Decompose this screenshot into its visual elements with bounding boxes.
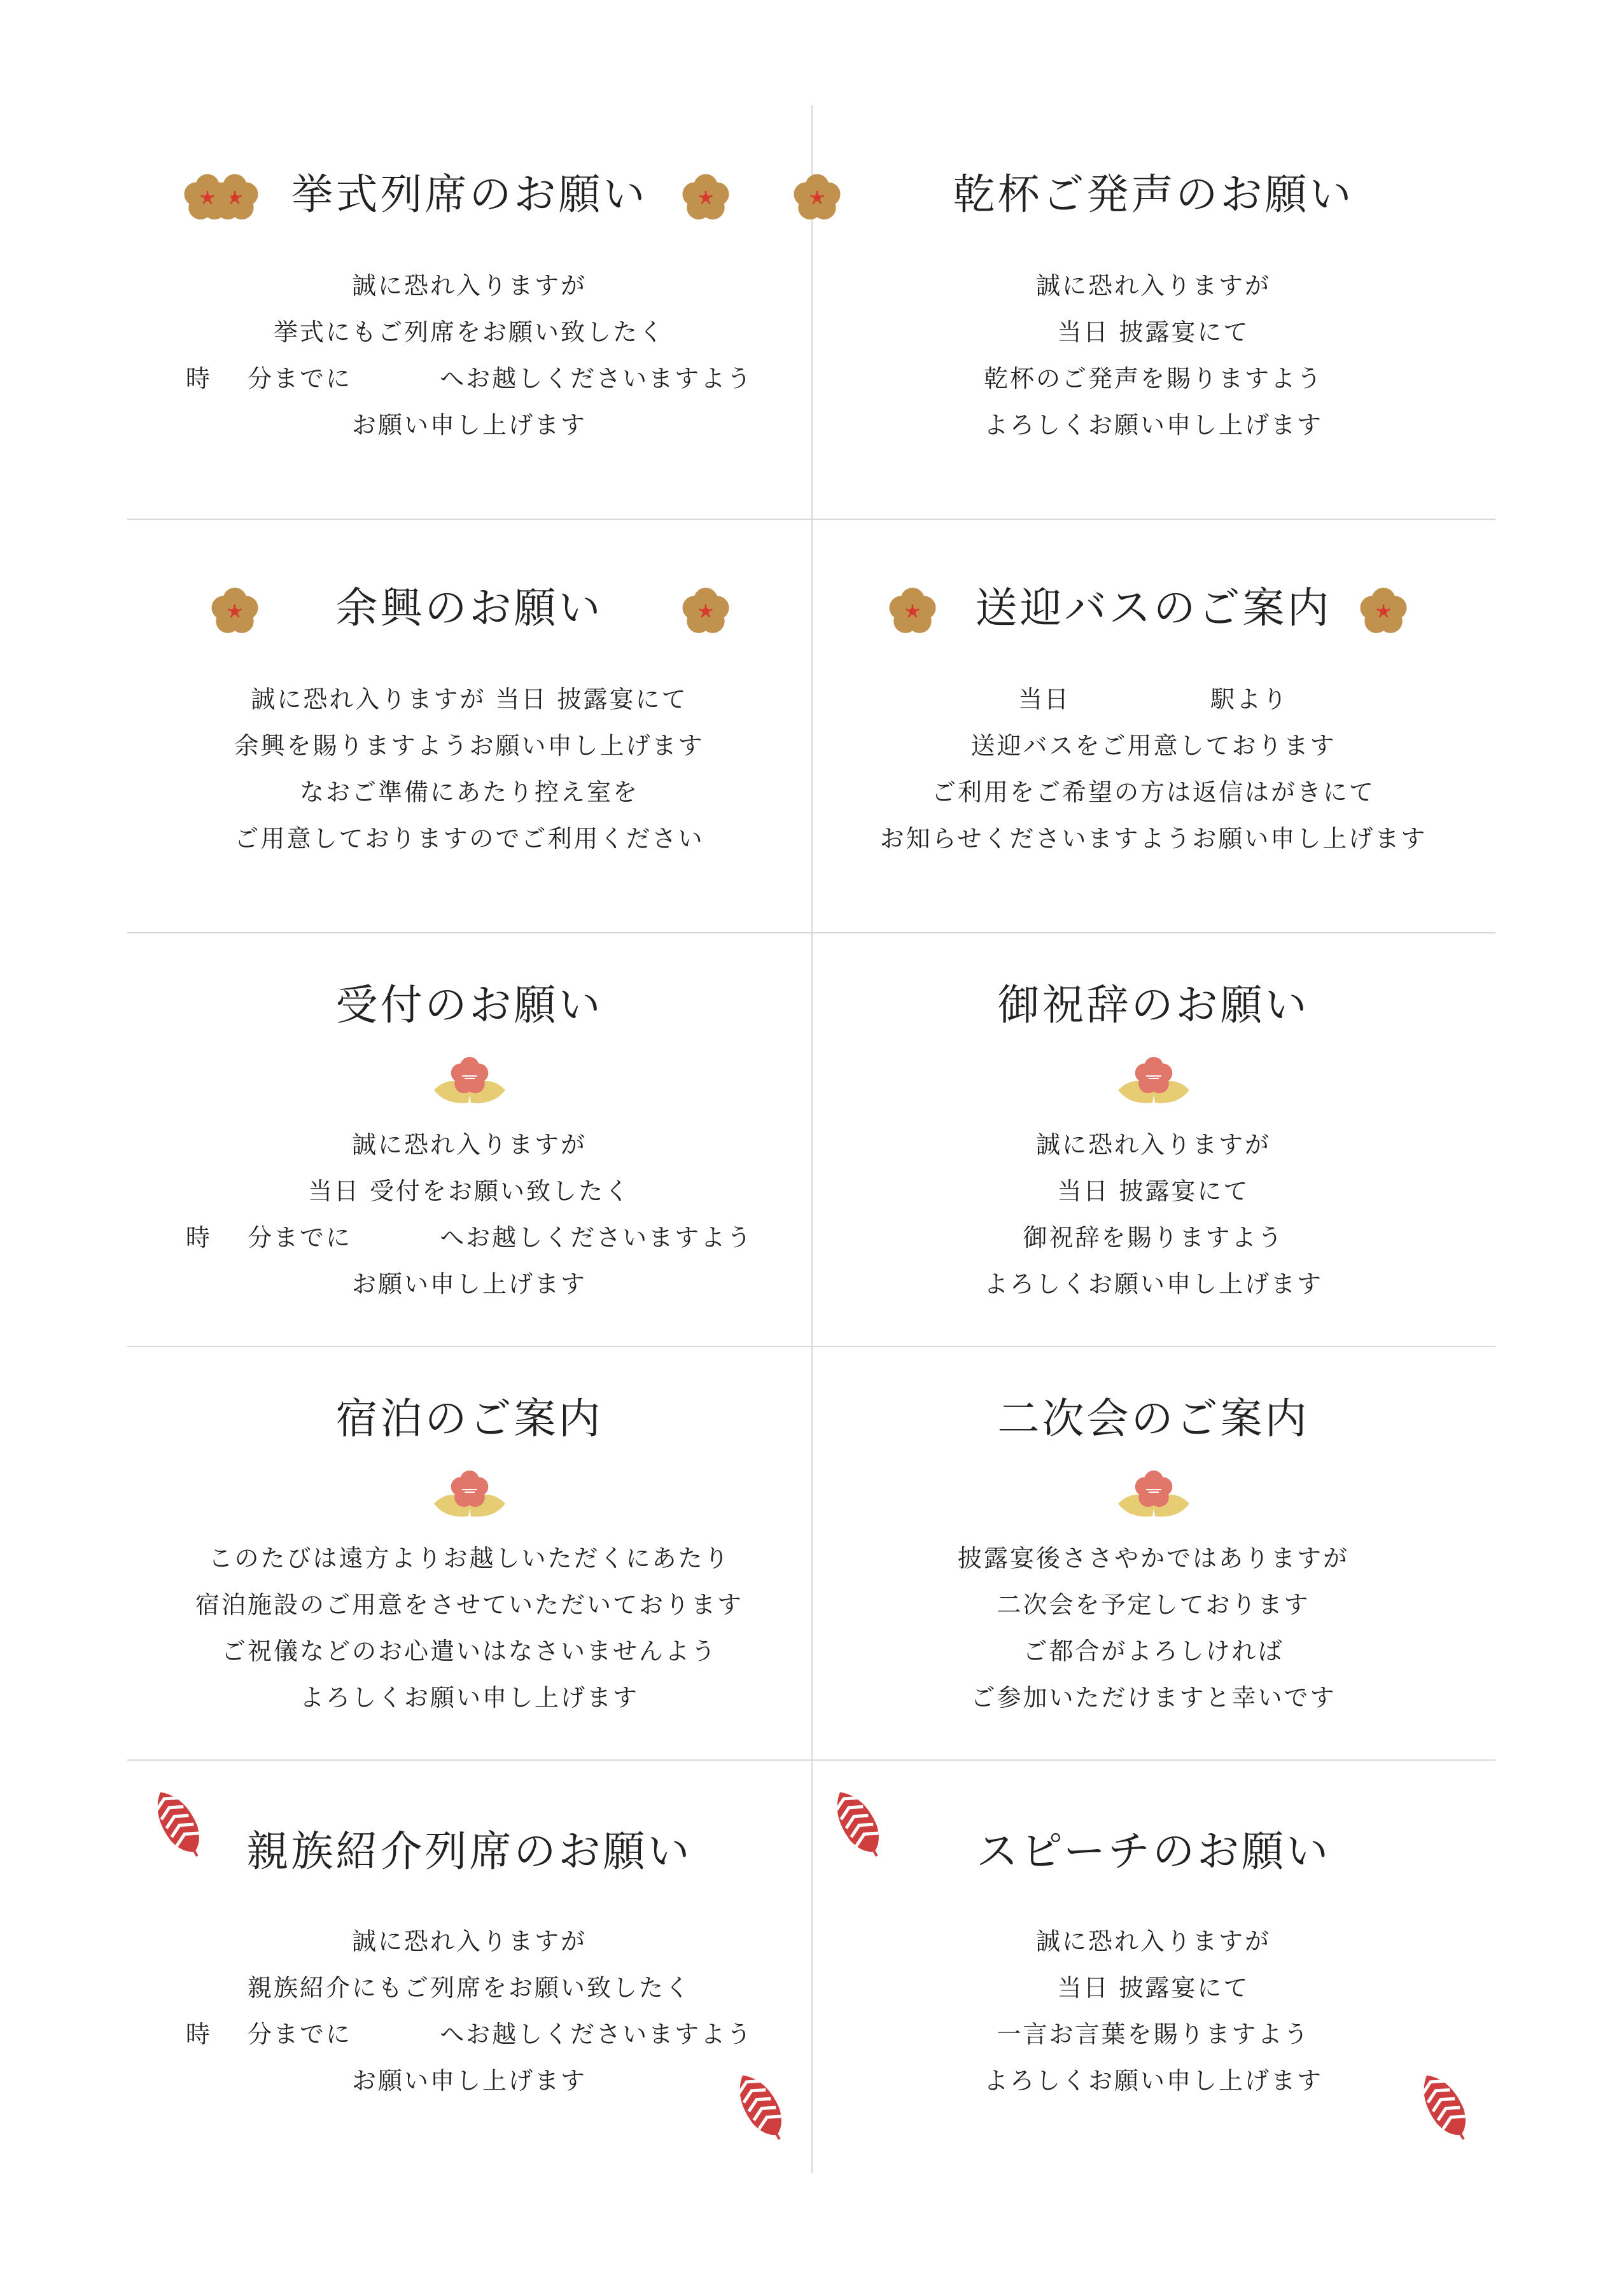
card-message <box>811 1535 1495 1721</box>
message-line: よろしくお願い申し上げます <box>983 411 1323 439</box>
message-line: よろしくお願い申し上げます <box>983 2067 1323 2095</box>
message-line: 御祝辞を賜りますよう <box>1023 1224 1284 1252</box>
card-message <box>127 263 811 449</box>
card-title: 挙式列席のお願い <box>291 170 648 219</box>
card-title: 送迎バスのご案内 <box>975 583 1332 632</box>
card <box>127 105 811 519</box>
card-title: 親族紹介列席のお願い <box>246 1827 692 1876</box>
plum-blossom-icon <box>678 583 734 639</box>
plum-blossom-icon <box>207 583 263 639</box>
message-line: なおご準備にあたり控え室を <box>299 778 639 806</box>
plum-blossom-fan-icon <box>1116 1465 1192 1519</box>
card-title: 二次会のご案内 <box>997 1394 1310 1443</box>
card <box>127 1346 811 1759</box>
message-line: 一言お言葉を賜りますよう <box>997 2020 1310 2048</box>
card <box>811 1759 1495 2173</box>
plum-blossom-fan-icon <box>1116 1052 1192 1105</box>
message-line: 挙式にもご列席をお願い致したく <box>273 318 665 346</box>
card-message <box>127 676 811 862</box>
card <box>811 105 1495 519</box>
card <box>811 1346 1495 1759</box>
message-line: よろしくお願い申し上げます <box>983 1270 1323 1298</box>
card <box>811 932 1495 1346</box>
message-line: 宿泊施設のご用意をさせていただいております <box>195 1591 743 1619</box>
message-line: 誠に恐れ入りますが <box>351 1131 587 1159</box>
message-line: ご利用をご希望の方は返信はがきにて <box>931 778 1375 806</box>
message-line: 誠に恐れ入りますが <box>1035 1927 1271 1955</box>
message-line: ご参加いただけますと幸いです <box>970 1684 1336 1712</box>
message-line: ご用意しておりますのでご利用ください <box>234 825 704 853</box>
card-message <box>127 1918 811 2104</box>
plum-blossom-icon <box>179 170 235 226</box>
message-line: 誠に恐れ入りますが <box>351 1927 587 1955</box>
message-line: 当日 駅より <box>1018 685 1289 713</box>
card <box>127 519 811 932</box>
feather-arrow-icon <box>832 1785 883 1861</box>
message-line: 親族紹介にもご列席をお願い致したく <box>247 1974 691 2002</box>
message-line: 誠に恐れ入りますが <box>1035 1131 1271 1159</box>
message-line: よろしくお願い申し上げます <box>299 1684 639 1712</box>
message-line: お願い申し上げます <box>351 2067 587 2095</box>
feather-arrow-icon <box>735 2068 786 2144</box>
message-line: 時 分までに へお越しくださいますよう <box>185 1224 753 1252</box>
card-title: スピーチのお願い <box>976 1827 1331 1876</box>
card-title: 受付のお願い <box>335 981 603 1030</box>
card-message <box>811 1918 1495 2104</box>
message-line: 誠に恐れ入りますが <box>1035 272 1271 300</box>
card-message <box>127 1535 811 1721</box>
message-line: 当日 受付をお願い致したく <box>307 1177 631 1205</box>
plum-blossom-fan-icon <box>431 1465 508 1519</box>
card-message <box>127 1122 811 1308</box>
message-line: ご都合がよろしければ <box>1023 1637 1284 1665</box>
card-message <box>811 676 1495 862</box>
card-title: 余興のお願い <box>335 583 603 632</box>
plum-blossom-icon <box>1355 583 1411 639</box>
message-line: 乾杯のご発声を賜りますよう <box>983 365 1323 393</box>
message-line: 時 分までに へお越しくださいますよう <box>185 365 753 393</box>
message-line: 誠に恐れ入りますが <box>351 272 587 300</box>
message-line: 当日 披露宴にて <box>1057 1177 1250 1205</box>
card-message <box>811 263 1495 449</box>
message-line: お知らせくださいますようお願い申し上げます <box>879 825 1427 853</box>
plum-blossom-fan-icon <box>431 1052 508 1105</box>
card <box>127 932 811 1346</box>
message-line: 披露宴後ささやかではありますが <box>957 1544 1349 1572</box>
message-line: 当日 披露宴にて <box>1057 1974 1250 2002</box>
feather-arrow-icon <box>153 1785 204 1861</box>
message-line: お願い申し上げます <box>351 1270 587 1298</box>
message-line: 二次会を予定しております <box>997 1591 1310 1619</box>
plum-blossom-icon <box>789 170 845 226</box>
message-line: 送迎バスをご用意しております <box>970 732 1336 760</box>
message-line: 誠に恐れ入りますが 当日 披露宴にて <box>251 685 688 713</box>
feather-arrow-icon <box>1419 2068 1470 2144</box>
card <box>811 519 1495 932</box>
card-title: 御祝辞のお願い <box>997 981 1310 1030</box>
message-line: お願い申し上げます <box>351 411 587 439</box>
message-line: 余興を賜りますようお願い申し上げます <box>234 732 704 760</box>
card-title: 乾杯ご発声のお願い <box>953 170 1354 219</box>
message-line: 当日 披露宴にて <box>1057 318 1250 346</box>
plum-blossom-icon <box>678 170 734 226</box>
card <box>127 1759 811 2173</box>
message-line: ご祝儀などのお心遣いはなさいませんよう <box>221 1637 717 1665</box>
card-message <box>811 1122 1495 1308</box>
message-line: このたびは遠方よりお越しいただくにあたり <box>208 1544 731 1572</box>
message-line: 時 分までに へお越しくださいますよう <box>185 2020 753 2048</box>
plum-blossom-icon <box>885 583 941 639</box>
invitation-card-sheet <box>127 105 1495 2173</box>
card-title: 宿泊のご案内 <box>335 1394 603 1443</box>
